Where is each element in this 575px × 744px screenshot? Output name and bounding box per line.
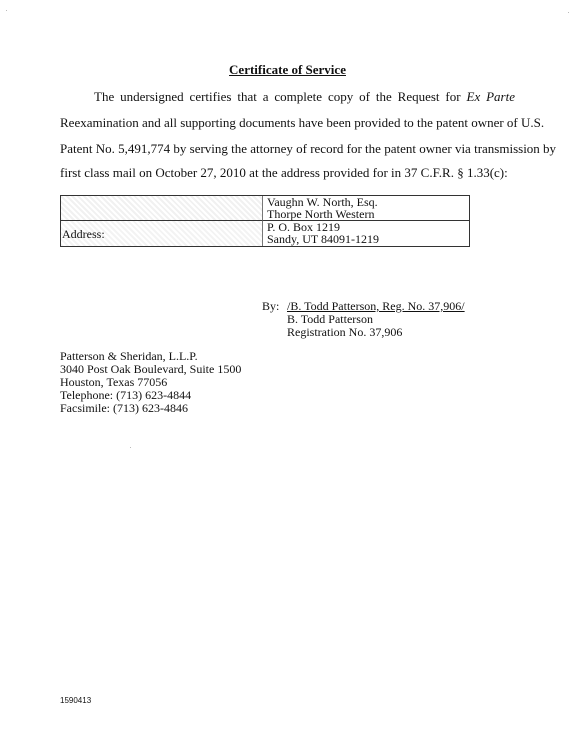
recipient-firm: Thorpe North Western (267, 207, 375, 221)
recipient-address-cell (263, 221, 469, 246)
firm-name: Patterson & Sheridan, L.L.P. (60, 349, 198, 363)
address-label-cell (61, 221, 263, 246)
body-line-2: Reexamination and all supporting documents have been provided to the patent owner of U.S. (60, 115, 545, 130)
recipient-name: Vaughn W. North, Esq. (267, 195, 378, 209)
scan-speck (6, 10, 7, 11)
recipient-city: Sandy, UT 84091-1219 (267, 232, 379, 246)
firm-facsimile: Facsimile: (713) 623-4846 (60, 401, 188, 415)
address-table-blank-cell (61, 196, 263, 221)
scan-speck (130, 447, 131, 448)
firm-city: Houston, Texas 77056 (60, 375, 168, 389)
body-line-1 (94, 90, 515, 103)
address-label: Address: (62, 227, 105, 241)
firm-contact-block (60, 350, 241, 415)
signature-lines (287, 300, 465, 339)
body-line-3: Patent No. 5,491,774 by serving the attorney of record for the patent owner via transmission by (60, 141, 557, 156)
recipient-name-cell (263, 196, 469, 221)
signer-registration: Registration No. 37,906 (287, 325, 403, 339)
recipient-po-box: P. O. Box 1219 (267, 220, 341, 234)
body-line-1-italic: Ex Parte (466, 89, 515, 104)
firm-telephone: Telephone: (713) 623-4844 (60, 388, 192, 402)
signature-by-label: By: (262, 299, 280, 313)
certificate-title: Certificate of Service (229, 62, 346, 77)
body-line-4: first class mail on October 27, 2010 at the address provided for in 37 C.F.R. § 1.33(c): (60, 165, 508, 180)
address-table (60, 195, 470, 247)
scan-speck (568, 12, 569, 13)
electronic-signature: /B. Todd Patterson, Reg. No. 37,906/ (287, 299, 465, 313)
body-line-1-text: The undersigned certifies that a complete copy of the Request for (94, 89, 467, 104)
document-number: 1590413 (60, 696, 92, 705)
signer-name: B. Todd Patterson (287, 312, 373, 326)
firm-street: 3040 Post Oak Boulevard, Suite 1500 (60, 362, 242, 376)
